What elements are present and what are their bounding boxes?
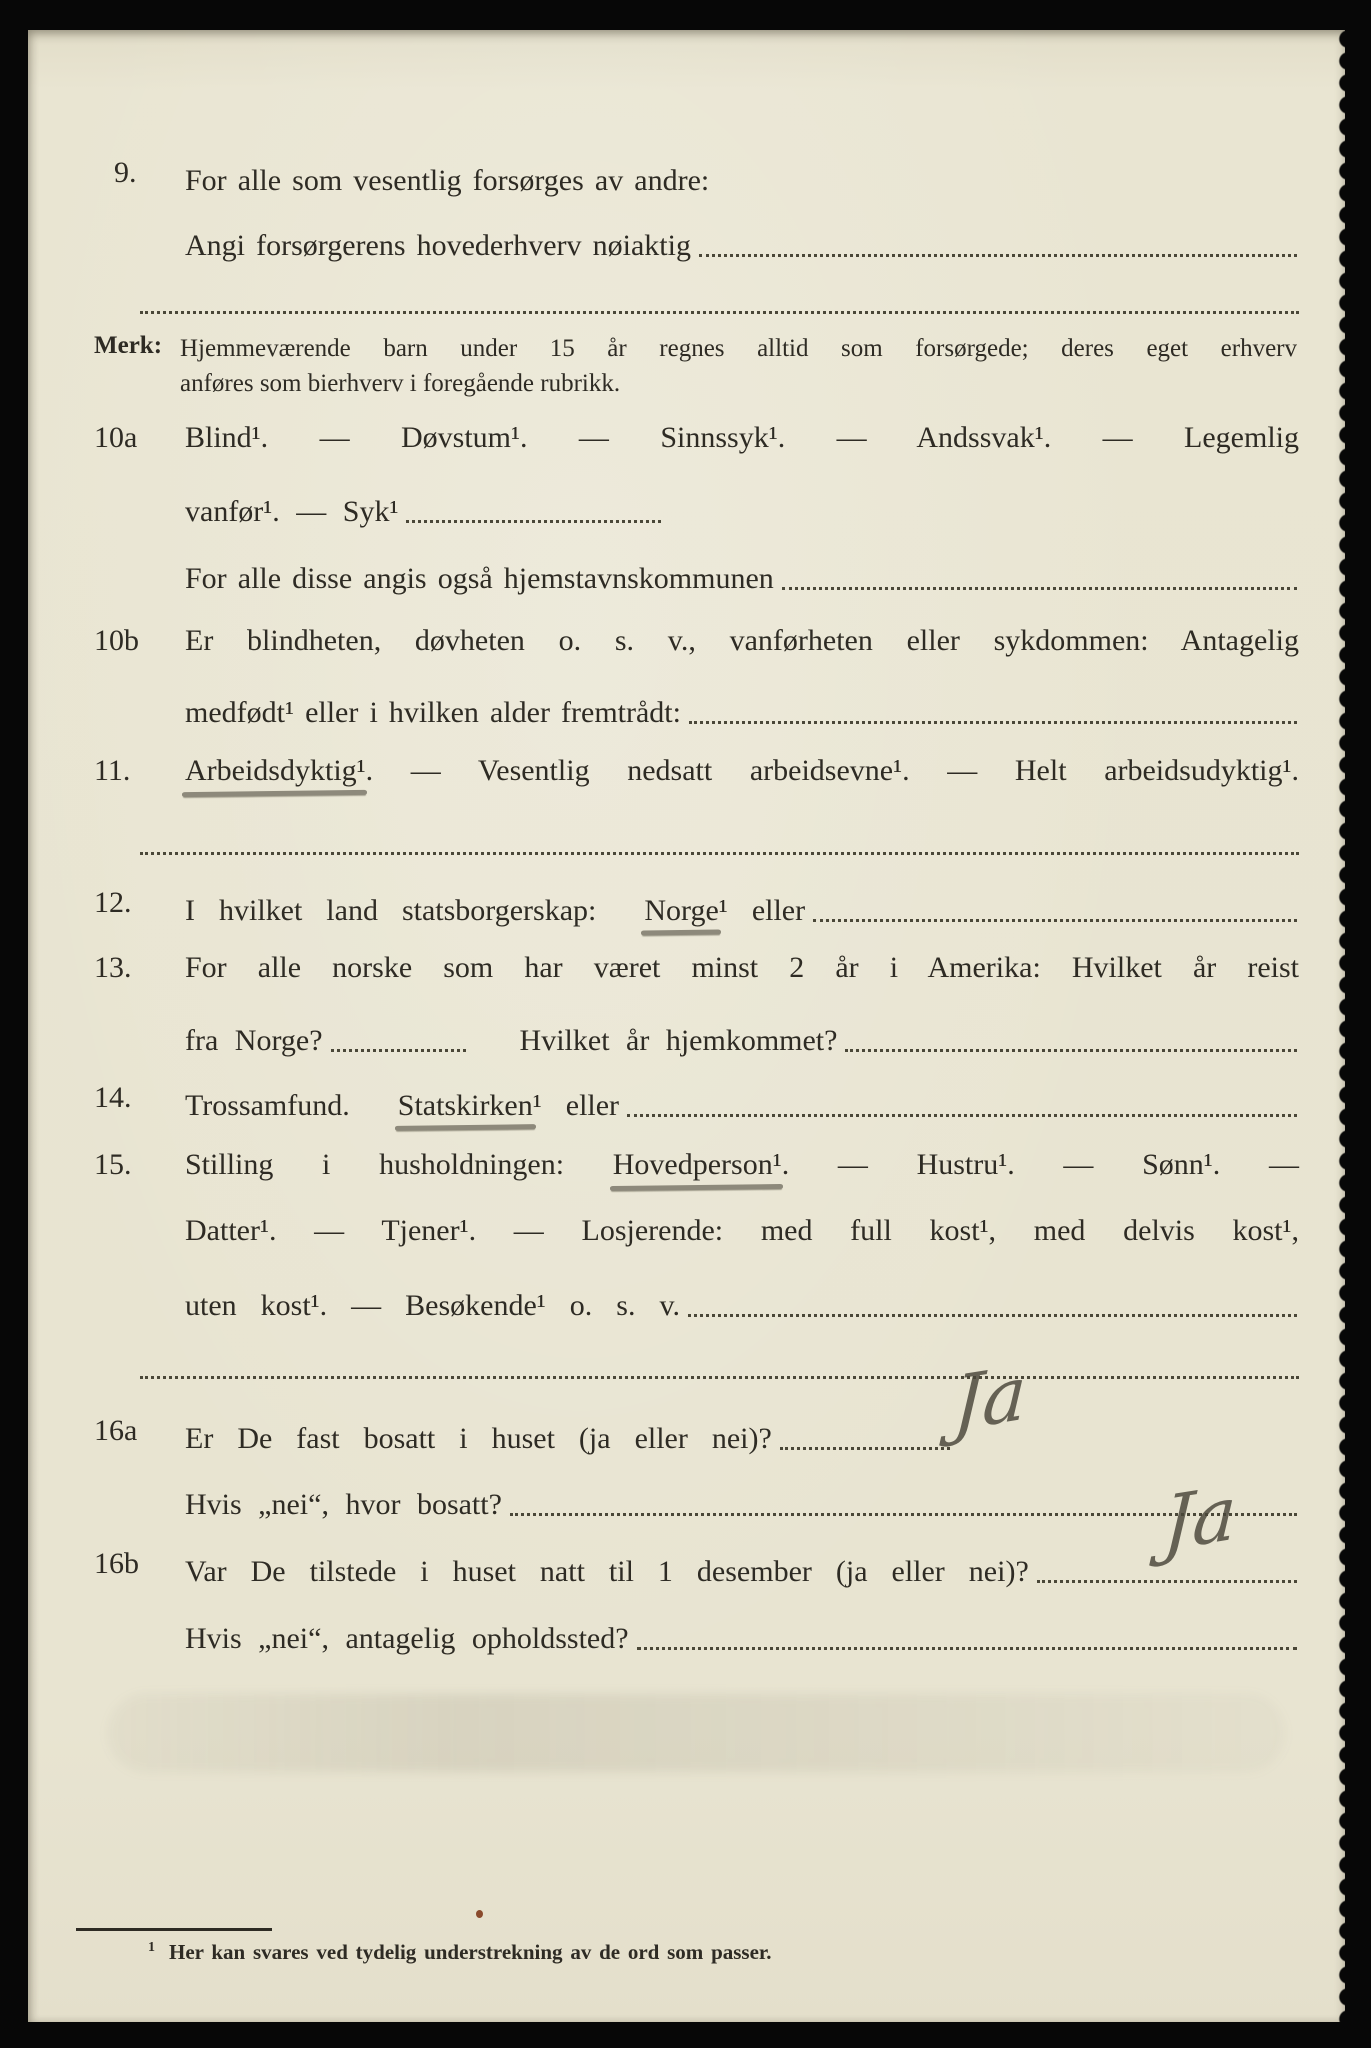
question-9-text: For alle som vesentlig forsørges av andre:: [185, 163, 710, 197]
question-10b-line1: [185, 618, 1299, 664]
pencil-underlined-word: Hovedperson¹.: [612, 1148, 790, 1181]
dotted-answer-line: [140, 1376, 1299, 1379]
question-9-line2: [185, 215, 1299, 261]
merk-label: Merk:: [94, 332, 163, 359]
handwritten-answer-ja: Ja: [1161, 1469, 1239, 1569]
question-10a-line1: [185, 415, 1299, 461]
question-11-line: [185, 748, 1299, 794]
question-11-text: — Vesentlig nedsatt arbeidsevne¹. — Helt arbeidsudyktig¹.: [373, 754, 1299, 787]
question-13-line1: [185, 945, 1299, 991]
question-14-text: Trossamfund.: [185, 1088, 398, 1122]
dotted-answer-line: [782, 587, 1297, 590]
question-number-10a: 10a: [94, 421, 138, 454]
question-15-text3: Datter¹. — Tjener¹. — Losjerende: med full kost¹, med delvis kost¹,: [185, 1214, 1299, 1247]
question-15-line3: [185, 1275, 1299, 1321]
stain-dot: [476, 1910, 483, 1918]
question-13-text: For alle norske som har været minst 2 år i Amerika: Hvilket år reist: [185, 951, 1299, 984]
question-16a-subtext: Hvis „nei“, hvor bosatt?: [185, 1487, 502, 1521]
question-9-subtext: Angi forsørgerens hovederhverv nøiaktig: [185, 228, 691, 262]
dotted-answer-line: [627, 1114, 1297, 1117]
dotted-answer-line: [699, 254, 1297, 257]
footnote-rule: [76, 1928, 272, 1931]
question-15-line2: [185, 1208, 1299, 1254]
dotted-answer-line: [780, 1447, 950, 1450]
question-15-text: Stilling i husholdningen:: [185, 1148, 613, 1181]
question-10a-options2: vanfør¹. — Syk¹: [185, 494, 399, 528]
question-15-text4: uten kost¹. — Besøkende¹ o. s. v.: [185, 1288, 681, 1322]
question-number-15: 15.: [94, 1148, 132, 1181]
dotted-answer-line: [845, 1049, 1297, 1052]
question-13-line2: [185, 1010, 1299, 1056]
question-14-line: [185, 1075, 1299, 1121]
handwritten-answer-ja: Ja: [951, 1349, 1029, 1449]
dotted-answer-line: [689, 721, 1297, 724]
dotted-answer-line: [688, 1314, 1297, 1317]
dotted-answer-line: [637, 1647, 1297, 1650]
ink-showthrough-band: [108, 1694, 1285, 1772]
census-form-page: [28, 30, 1345, 2022]
pencil-underlined-word: Arbeidsdyktig¹.: [185, 754, 374, 787]
question-15-text2: — Hustru¹. — Sønn¹. —: [789, 1148, 1299, 1181]
dotted-answer-line: [406, 520, 661, 523]
dotted-answer-line: [813, 919, 1297, 922]
question-12-line: [185, 880, 1299, 926]
merk-text-2: anføres som bierhverv i foregående rubrikk.: [180, 370, 621, 397]
footnote: [148, 1940, 1045, 1965]
question-number-16a: 16a: [94, 1414, 138, 1447]
question-10a-line3: [185, 548, 1299, 594]
pencil-underlined-word: Norge¹: [644, 893, 728, 927]
question-10a-subtext: For alle disse angis også hjemstavnskommunen: [185, 561, 774, 595]
question-10b-subtext: medfødt¹ eller i hvilken alder fremtrådt:: [185, 695, 681, 729]
dotted-answer-line: [140, 852, 1299, 855]
question-12-text2: eller: [727, 893, 806, 927]
question-16a-text: Er De fast bosatt i huset (ja eller nei)?: [185, 1421, 772, 1455]
footnote-text: Her kan svares ved tydelig understrekning av de ord som passer.: [169, 1940, 772, 1964]
dotted-answer-line: [1037, 1580, 1297, 1583]
question-15-line1: [185, 1142, 1299, 1188]
question-16b-subtext: Hvis „nei“, antagelig opholdssted?: [185, 1621, 629, 1655]
question-number-13: 13.: [94, 951, 132, 984]
question-13-subtext2: Hvilket år hjemkommet?: [519, 1023, 838, 1057]
question-10b-line2: [185, 682, 1299, 728]
question-16a-line2: [185, 1474, 1299, 1520]
question-number-16b: 16b: [94, 1547, 139, 1580]
dotted-answer-line: [140, 311, 1299, 314]
question-13-subtext: fra Norge?: [185, 1023, 323, 1057]
perforated-edge: [1322, 28, 1348, 2024]
pencil-underlined-word: Statskirken¹: [397, 1088, 542, 1122]
question-number-12: 12.: [94, 886, 132, 919]
question-number-10b: 10b: [94, 624, 139, 657]
question-16b-line2: [185, 1608, 1299, 1654]
question-10b-text: Er blindheten, døvheten o. s. v., vanførheten eller sykdommen: Antagelig: [185, 624, 1299, 657]
question-number-11: 11.: [94, 754, 131, 787]
merk-note-line1: [180, 332, 1297, 366]
question-16a-line1: [185, 1408, 1299, 1454]
merk-text-1: Hjemmeværende barn under 15 år regnes alltid som forsørgede; deres eget erhverv: [180, 335, 1297, 362]
question-9-line1: [185, 150, 1299, 196]
question-16b-line1: [185, 1541, 1299, 1587]
merk-note-line2: [180, 367, 1297, 401]
question-10a-options: Blind¹. — Døvstum¹. — Sinnssyk¹. — Andssvak¹. — Legemlig: [185, 421, 1299, 454]
question-10a-line2: [185, 481, 1299, 527]
question-12-text: I hvilket land statsborgerskap:: [185, 893, 645, 927]
question-number-14: 14.: [94, 1081, 132, 1114]
dotted-answer-line: [331, 1049, 466, 1052]
question-14-text2: eller: [541, 1088, 620, 1122]
question-16b-text: Var De tilstede i huset natt til 1 desember (ja eller nei)?: [185, 1554, 1029, 1588]
question-number-9: 9.: [114, 156, 137, 189]
footnote-marker: 1: [148, 1940, 155, 1955]
